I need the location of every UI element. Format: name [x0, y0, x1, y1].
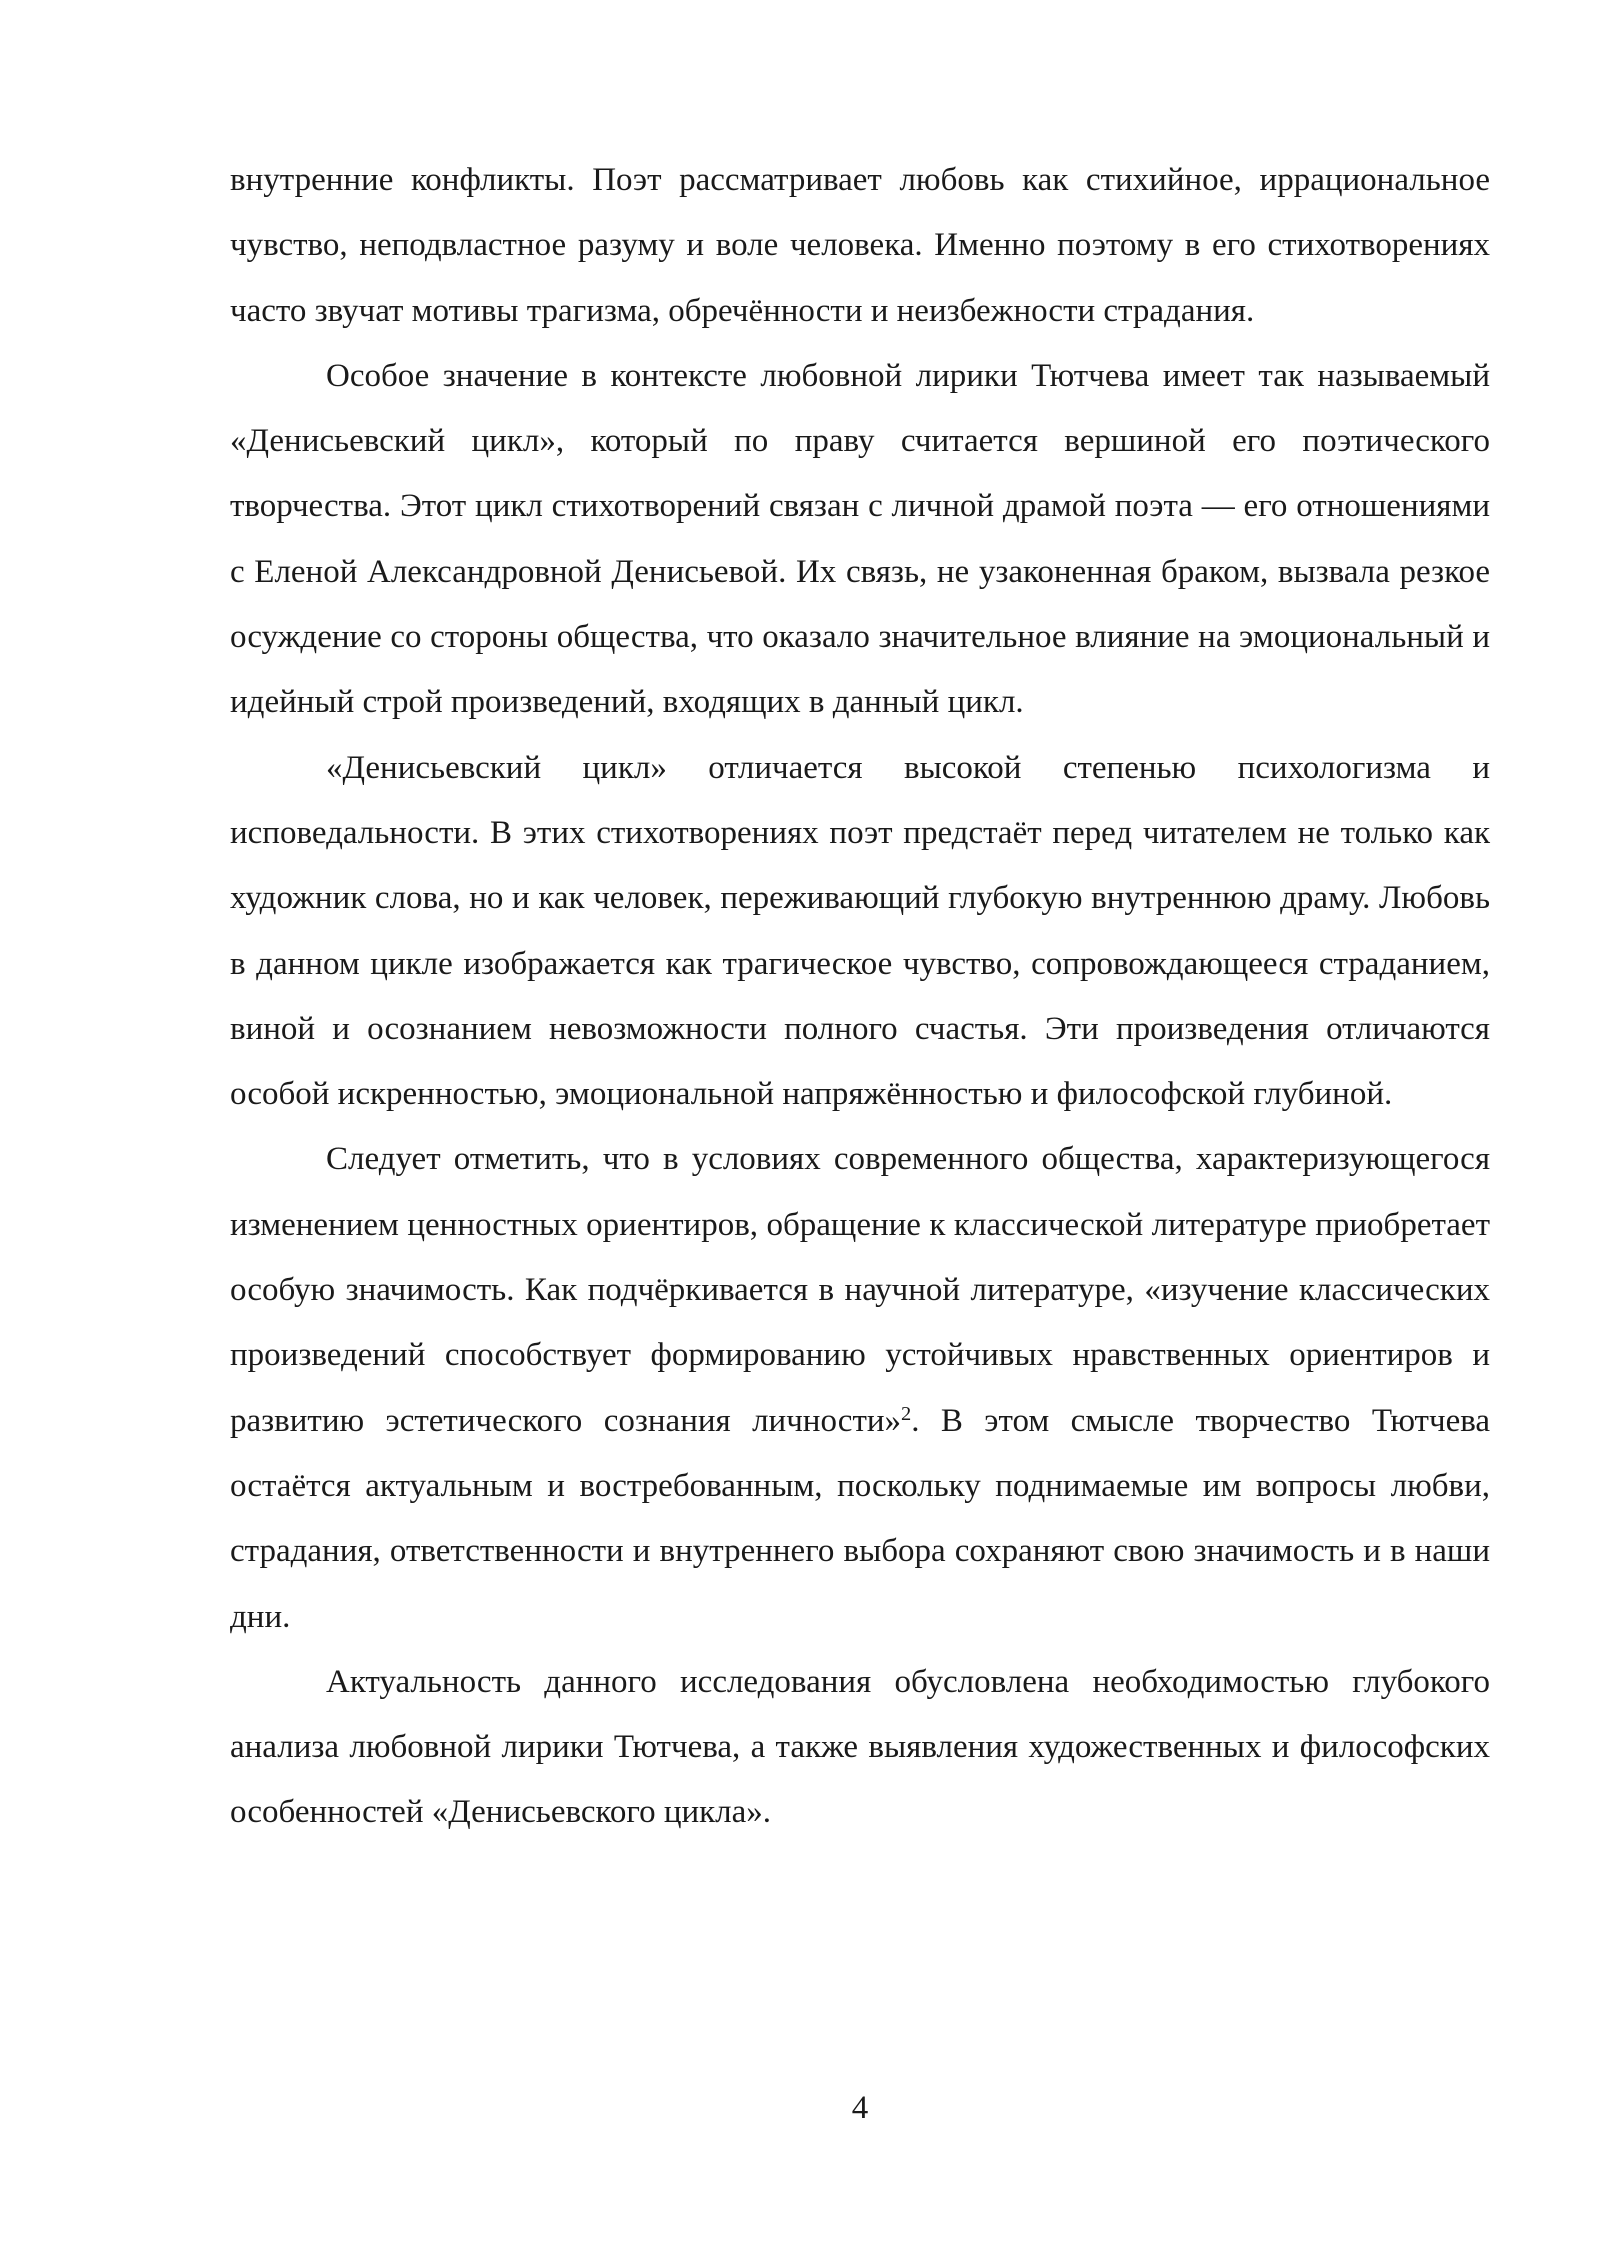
- paragraph-continuation: внутренние конфликты. Поэт рассматривает любовь как стихийное, иррациональное чувство, неподвластное разуму и воле человека. Именно поэтому в его стихотворениях часто звучат мотивы трагизма, обречённости и неизбежности страдания.: [230, 162, 1490, 329]
- footnote-reference[interactable]: 2: [901, 1402, 912, 1425]
- page-number: 4: [851, 2090, 869, 2126]
- body-text: [230, 148, 1490, 1846]
- paragraph-denisyev-cycle-intro: Особое значение в контексте любовной лирики Тютчева имеет так называемый «Денисьевский цикл», который по праву считается вершиной его поэтического творчества. Этот цикл стихотворений связан с личной драмой поэта — его отношениями с Еленой Александровной Денисьевой. Их связь, не узаконенная браком, вызвала резкое осуждение со стороны общества, что оказало значительное влияние на эмоциональный и идейный строй произведений, входящих в данный цикл.: [230, 357, 1490, 721]
- paragraph-research-relevance: Актуальность данного исследования обусловлена необходимостью глубокого анализа любовной лирики Тютчева, а также выявления художественных и философских особенностей «Денисьевского цикла».: [230, 1663, 1490, 1831]
- paragraph-text-before-footnote: Следует отметить, что в условиях современного общества, характеризующегося изменением ценностных ориентиров, обращение к классической литературе приобретает особую значимость. Как подчёркивается в научной литературе, «изучение классических произведений способствует формированию устойчивых нравственных ориентиров и развитию эстетического сознания личности»: [230, 1141, 1490, 1439]
- paragraph-modern-relevance: [230, 1127, 1490, 1649]
- paragraph-text-after-footnote: . В этом смысле творчество Тютчева остаётся актуальным и востребованным, поскольку поднимаемые им вопросы любви, страдания, ответственности и внутреннего выбора сохраняют свою значимость и в наши дни.: [230, 1402, 1491, 1635]
- paragraph-denisyev-cycle-psychology: «Денисьевский цикл» отличается высокой степенью психологизма и исповедальности. В этих стихотворениях поэт предстаёт перед читателем не только как художник слова, но и как человек, переживающий глубокую внутреннюю драму. Любовь в данном цикле изображается как трагическое чувство, сопровождающееся страданием, виной и осознанием невозможности полного счастья. Эти произведения отличаются особой искренностью, эмоциональной напряжённостью и философской глубиной.: [230, 749, 1490, 1113]
